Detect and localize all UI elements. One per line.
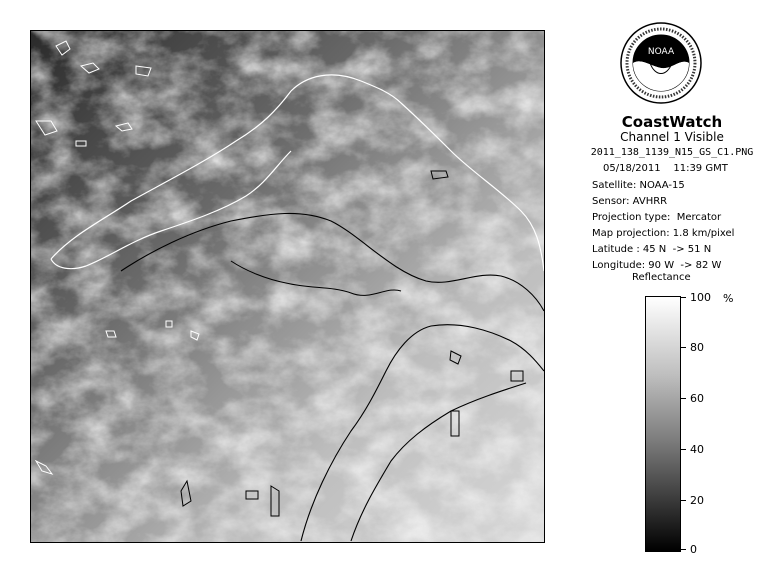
projection-type: Projection type: Mercator <box>592 212 722 223</box>
satellite-map-image <box>30 30 545 543</box>
map-projection: Map projection: 1.8 km/pixel <box>592 228 735 239</box>
cloud-layer <box>31 31 544 542</box>
filename: 2011_138_1139_N15_GS_C1.PNG <box>590 147 754 158</box>
satellite: Satellite: NOAA-15 <box>592 180 685 191</box>
noaa-logo <box>620 22 702 104</box>
colorbar-tick-label: 100 <box>690 291 711 304</box>
datetime: 05/18/2011 11:39 GMT <box>603 163 728 174</box>
colorbar-tick <box>680 347 686 348</box>
colorbar <box>645 296 681 552</box>
colorbar-tick <box>680 398 686 399</box>
colorbar-tick-label: 40 <box>690 443 704 456</box>
colorbar-tick-label: 80 <box>690 341 704 354</box>
sensor: Sensor: AVHRR <box>592 196 668 207</box>
colorbar-unit: % <box>723 292 734 305</box>
colorbar-tick-label: 0 <box>690 543 697 556</box>
channel-title: Channel 1 Visible <box>620 130 724 144</box>
svg-text:NOAA: NOAA <box>647 47 675 57</box>
app-title: CoastWatch <box>621 113 723 131</box>
colorbar-label: Reflectance <box>632 272 691 283</box>
colorbar-tick <box>680 297 686 298</box>
colorbar-tick <box>680 449 686 450</box>
colorbar-tick-label: 20 <box>690 494 704 507</box>
longitude: Longitude: 90 W -> 82 W <box>592 260 722 271</box>
colorbar-tick-label: 60 <box>690 392 704 405</box>
colorbar-tick <box>680 549 686 550</box>
latitude: Latitude : 45 N -> 51 N <box>592 244 712 255</box>
colorbar-tick <box>680 500 686 501</box>
